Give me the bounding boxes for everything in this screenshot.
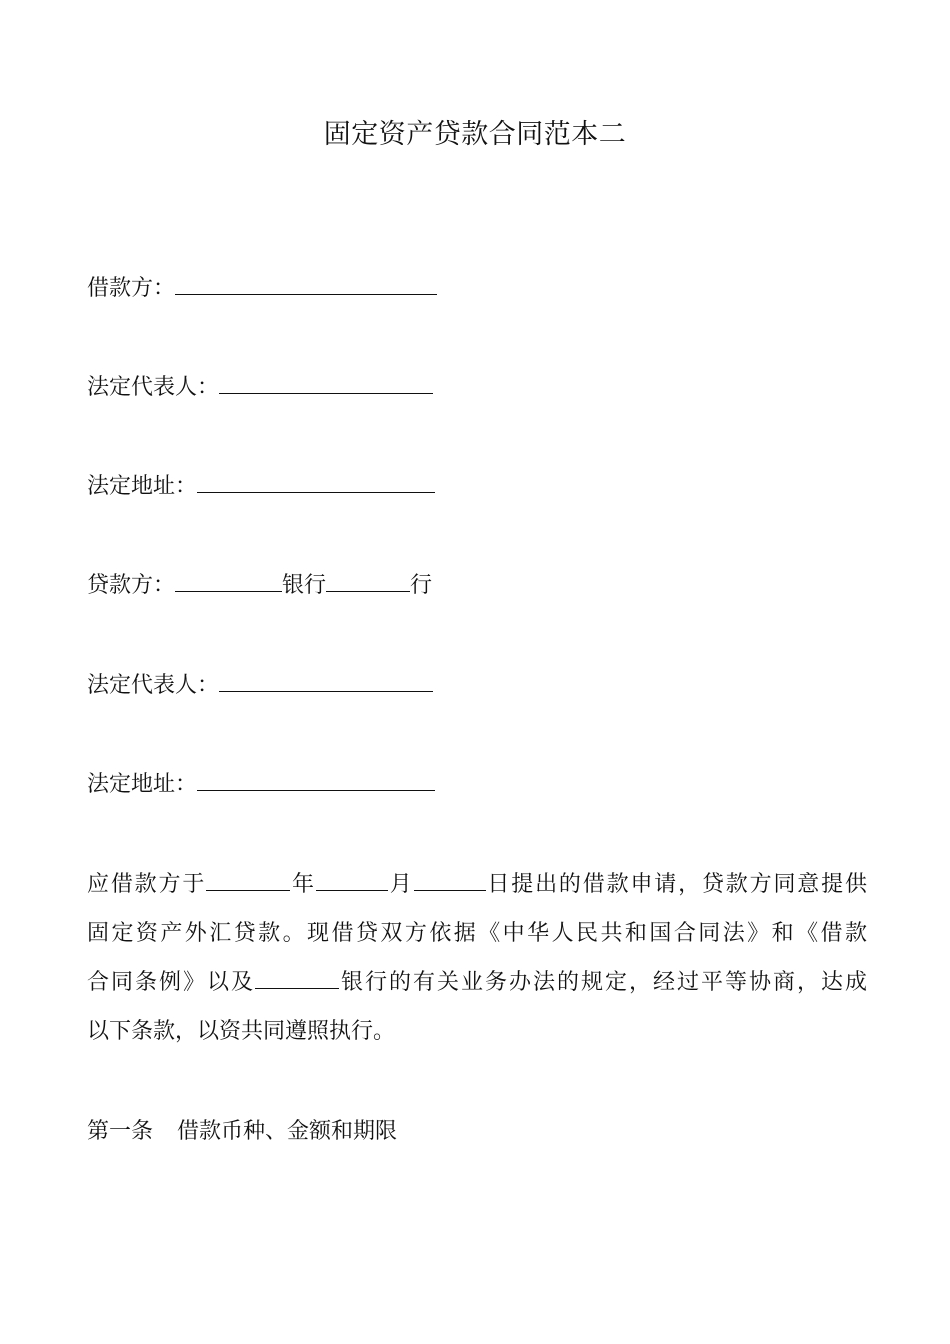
borrower-label: 借款方：: [87, 276, 176, 301]
borrower-field: [87, 270, 437, 305]
lender-rep-field: [87, 667, 433, 702]
lender-rep-label: 法定代表人：: [87, 673, 220, 698]
borrower-address-label: 法定地址：: [87, 474, 198, 499]
paragraph-text: 合同条例》以及: [87, 970, 255, 995]
paragraph-line: [87, 909, 867, 958]
year-label: 年: [290, 872, 316, 897]
lender-address-label: 法定地址：: [87, 772, 198, 797]
paragraph-text: 固定资产外汇贷款。现借贷双方依据《中华人民共和国合同法》和《借款: [87, 921, 867, 946]
article-title: 借款币种、金额和期限: [177, 1119, 398, 1144]
borrower-address-blank[interactable]: [197, 468, 435, 493]
lender-field: [87, 567, 432, 602]
paragraph-text: 日提出的借款申请，贷款方同意提供: [485, 872, 867, 897]
lender-address-field: [87, 766, 435, 801]
paragraph-line: [87, 958, 867, 1007]
borrower-blank[interactable]: [175, 270, 437, 295]
paragraph-line: [87, 1007, 867, 1056]
lender-rep-blank[interactable]: [219, 667, 433, 692]
day-blank[interactable]: [414, 866, 486, 891]
borrower-address-field: [87, 468, 435, 503]
preamble-paragraph: [87, 860, 867, 1056]
bank-name-blank[interactable]: [255, 964, 339, 989]
lender-address-blank[interactable]: [197, 766, 435, 791]
document-title: 固定资产贷款合同范本二: [323, 119, 627, 150]
article-1-heading: [87, 1116, 397, 1148]
article-number: 第一条: [87, 1119, 154, 1144]
borrower-rep-label: 法定代表人：: [87, 375, 220, 400]
lender-bank-label: 银行: [282, 573, 327, 598]
lender-branch-blank[interactable]: [326, 567, 410, 592]
paragraph-text: 以下条款，以资共同遵照执行。: [87, 1019, 396, 1044]
paragraph-text: 应借款方于: [87, 872, 207, 897]
paragraph-line: [87, 860, 867, 909]
borrower-rep-field: [87, 369, 433, 404]
year-blank[interactable]: [206, 866, 290, 891]
borrower-rep-blank[interactable]: [219, 369, 433, 394]
lender-label: 贷款方：: [87, 573, 176, 598]
lender-bank-blank[interactable]: [175, 567, 282, 592]
month-label: 月: [387, 872, 414, 897]
month-blank[interactable]: [316, 866, 388, 891]
paragraph-text: 银行的有关业务办法的规定，经过平等协商，达成: [339, 970, 867, 995]
lender-branch-label: 行: [410, 573, 433, 598]
